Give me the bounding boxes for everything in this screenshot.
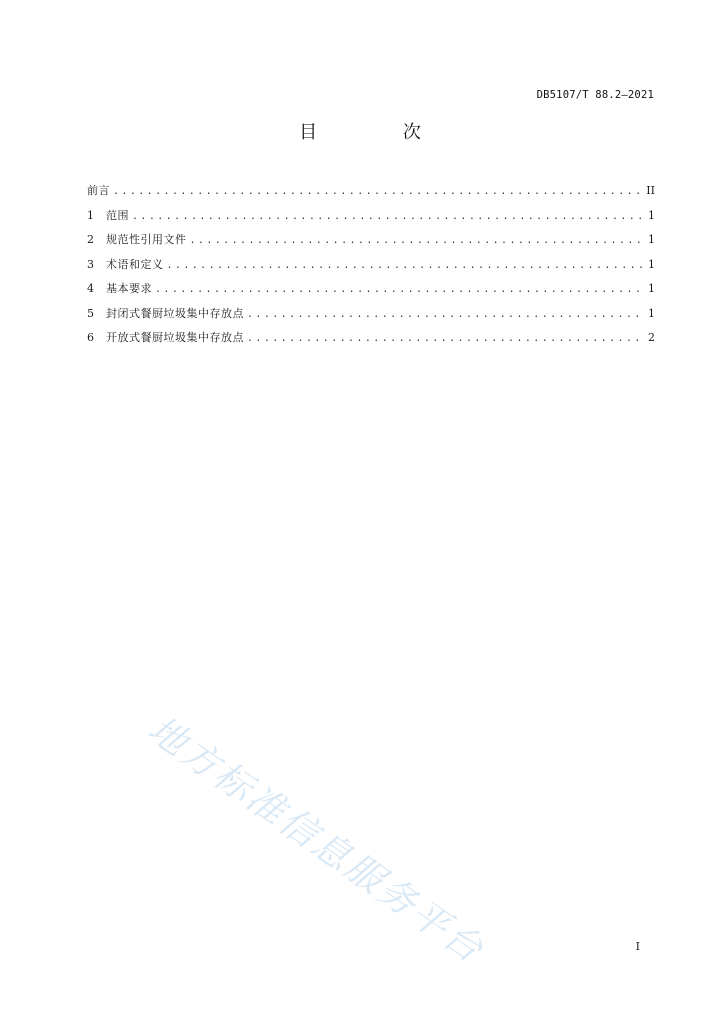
toc-entry-label: 开放式餐厨垃圾集中存放点 [106,331,244,344]
toc-entry-page: 1 [648,306,655,320]
toc-entry-label: 术语和定义 [106,257,164,271]
toc-entry-page: II [646,184,655,197]
toc-entry-page: 1 [648,257,655,271]
page-title: 目 次 [299,122,461,143]
toc-leader-dots [113,186,642,197]
toc-entry-basic-requirements[interactable] [87,280,655,305]
toc-entry-page: 2 [648,331,655,344]
toc-entry-number: 4 [87,282,94,295]
toc-entry-foreword[interactable] [87,182,655,207]
toc-entry-label: 范围 [106,208,129,222]
table-of-contents [87,182,655,354]
toc-entry-number: 6 [87,331,94,344]
toc-entry-open-collection-point[interactable] [87,329,655,354]
toc-leader-dots [247,309,643,320]
watermark: 地方标准信息服务平台 [140,707,493,973]
toc-entry-label: 前言 [87,184,110,197]
toc-leader-dots [247,333,643,344]
document-code: DB5107/T 88.2—2021 [536,89,654,101]
toc-entry-terms-definitions[interactable] [87,256,655,281]
toc-leader-dots [190,235,644,246]
toc-leader-dots [155,284,643,295]
toc-entry-normative-references[interactable] [87,231,655,256]
toc-entry-number: 3 [87,257,94,271]
toc-entry-label: 封闭式餐厨垃圾集中存放点 [106,306,244,320]
toc-entry-label: 规范性引用文件 [106,233,187,246]
toc-entry-page: 1 [648,233,655,246]
toc-entry-closed-collection-point[interactable] [87,305,655,330]
toc-entry-number: 5 [87,306,94,320]
toc-leader-dots [167,260,644,271]
toc-leader-dots [132,211,643,222]
toc-entry-label: 基本要求 [106,282,152,295]
toc-entry-page: 1 [648,282,655,295]
toc-entry-number: 2 [87,233,94,246]
toc-entry-page: 1 [648,208,655,222]
toc-entry-number: 1 [87,208,94,222]
page-number: I [635,940,640,953]
toc-entry-scope[interactable] [87,207,655,232]
